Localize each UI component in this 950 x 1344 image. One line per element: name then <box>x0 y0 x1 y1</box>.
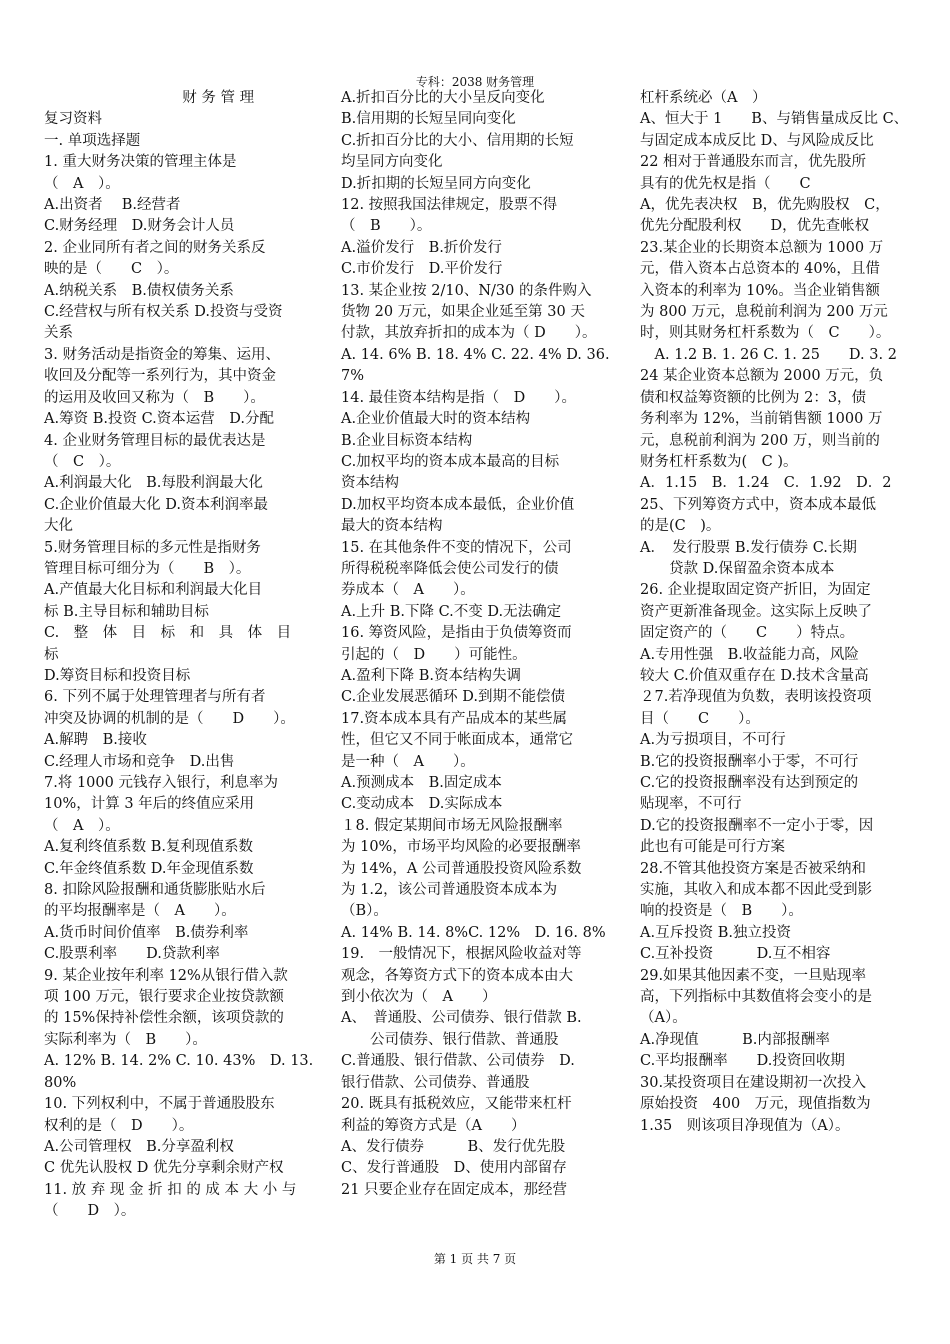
text-line: （B）。 <box>341 903 388 920</box>
text-line: 资产更新准备现金。这实际上反映了 <box>640 603 872 620</box>
text-line: 1. 重大财务决策的管理主体是 <box>44 154 237 171</box>
text-line: 大化 <box>44 518 73 535</box>
text-line: C.财务经理 D.财务会计人员 <box>44 218 235 235</box>
text-line: A.筹资 B.投资 C.资本运营 D.分配 <box>44 411 274 428</box>
text-line: A. 12% B. 14. 2% C. 10. 43% D. 13. 80% <box>44 1053 318 1091</box>
text-line: 是一种（ A ）。 <box>341 753 475 770</box>
text-line: 权利的是（ D ）。 <box>44 1117 194 1134</box>
text-line: 贷款 D.保留盈余资本成本 <box>640 560 835 577</box>
text-line: 元，息税前利润为 200 万，则当前的 <box>640 432 880 449</box>
text-line: 收回及分配等一系列行为，其中资金 <box>44 368 276 385</box>
text-line: C.它的投资报酬率没有达到预定的 <box>640 775 859 791</box>
text-line: C.企业价值最大化 D.资本利润率最 <box>44 496 269 513</box>
text-line: 观念，各筹资方式下的资本成本由大 <box>341 967 573 984</box>
text-line: C 优先认股权 D 优先分享剩余财产权 <box>44 1160 284 1177</box>
text-line: 24 某企业资本总额为 2000 万元，负 <box>640 368 884 385</box>
text-line: 此也有可能是可行方案 <box>640 839 785 856</box>
text-line: 的平均报酬率是（ A ）。 <box>44 903 236 920</box>
text-line: A.纳税关系 B.债权债务关系 <box>44 282 234 299</box>
text-line: C.企业发展恶循环 D.到期不能偿债 <box>341 689 566 706</box>
text-line: A. 14. 6% B. 18. 4% C. 22. 4% D. 36. 7% <box>341 346 615 385</box>
text-line: 一. 单项选择题 <box>44 132 141 149</box>
text-line: A，优先表决权 B，优先购股权 C， <box>640 197 890 214</box>
text-line: 映的是（ C ）。 <box>44 261 179 278</box>
text-line: 1.35 则该项目净现值为（A）。 <box>640 1117 850 1134</box>
text-line: 目（ C ）。 <box>640 710 760 727</box>
text-line: 高，下列指标中其数值将会变小的是 <box>640 989 872 1006</box>
text-line: ２7.若净现值为负数，表明该投资项 <box>640 689 872 706</box>
text-line: 固定资产的（ C ）特点。 <box>640 625 855 642</box>
text-line: 的运用及收回又称为（ B ）。 <box>44 389 265 406</box>
text-line: 的 15%保持补偿性余额，该项贷款的 <box>44 1010 284 1027</box>
page-footer: 第 1 页 共 7 页 <box>433 1252 517 1266</box>
text-line: C.年金终值系数 D.年金现值系数 <box>44 860 254 877</box>
text-line: 13. 某企业按 2/10、N/30 的条件购入 <box>341 282 592 299</box>
text-line: A.出资者 B.经营者 <box>44 197 181 214</box>
text-line: 入资本的利率为 10%。当企业销售额 <box>640 282 880 299</box>
text-line: A、 普通股、公司债券、银行借款 B. <box>341 1010 582 1027</box>
text-line: 性，但它又不同于帐面成本，通常它 <box>341 732 573 749</box>
text-line: 管理目标可细分为（ B ）。 <box>44 560 251 577</box>
text-line: A.预测成本 B.固定成本 <box>341 775 502 791</box>
text-line: 响的投资是（ B ）。 <box>640 903 803 920</box>
text-line: A.互斥投资 B.独立投资 <box>640 924 791 941</box>
text-line: 时，则其财务杠杆系数为（ C ）。 <box>640 325 891 342</box>
text-line: 资本结构 <box>341 475 399 492</box>
text-line: 引起的（ D ）可能性。 <box>341 646 527 663</box>
text-line: D.加权平均资本成本最低，企业价值 <box>341 496 575 513</box>
text-line: 7.将 1000 元钱存入银行，利息率为 <box>44 775 278 791</box>
text-line: 的是(C )。 <box>640 518 721 535</box>
page-header: 专科：2038 财务管理 <box>415 75 535 89</box>
text-line: A.公司管理权 B.分享盈利权 <box>44 1138 234 1155</box>
text-line: C.平均报酬率 D.投资回收期 <box>640 1053 845 1070</box>
text-line: C.市价发行 D.平价发行 <box>341 261 503 278</box>
text-line: 3. 财务活动是指资金的筹集、运用、 <box>44 346 280 363</box>
text-line: （ A ）。 <box>44 175 120 192</box>
text-line: １8. 假定某期间市场无风险报酬率 <box>341 817 563 834</box>
text-line: 26. 企业提取固定资产折旧，为固定 <box>640 582 871 599</box>
text-line: A、恒大于 1 B、与销售量成反比 C、 <box>640 111 909 128</box>
text-line: 12. 按照我国法律规定，股票不得 <box>341 197 558 214</box>
text-line: C. 整 体 目 标 和 具 体 目 标 <box>44 625 306 663</box>
text-line: A.复利终值系数 B.复利现值系数 <box>44 839 253 856</box>
text-line: A.为亏损项目，不可行 <box>640 732 786 749</box>
text-line: 19. 一般情况下，根据风险收益对等 <box>341 946 582 963</box>
text-line: 11. 放 弃 现 金 折 扣 的 成 本 大 小 与 <box>44 1181 297 1198</box>
text-line: B.信用期的长短呈同向变化 <box>341 111 516 128</box>
text-line: C.互补投资 D.互不相容 <box>640 946 831 963</box>
text-line: 4. 企业财务管理目标的最优表达是 <box>44 432 266 449</box>
text-line: A.企业价值最大时的资本结构 <box>341 411 531 428</box>
text-line: 较大 C.价值双重存在 D.技术含量高 <box>640 667 869 684</box>
text-line: 最大的资本结构 <box>341 518 443 535</box>
text-line: A.解聘 B.接收 <box>44 732 147 749</box>
text-line: C.加权平均的资本成本最高的目标 <box>341 453 560 470</box>
text-line: 具有的优先权是指（ C <box>640 175 811 192</box>
text-line: 杠杆系统必（A ） <box>640 90 767 106</box>
text-line: （ B ）。 <box>341 218 432 235</box>
text-line: 财 务 管 理 <box>44 90 255 106</box>
text-line: 28.不管其他投资方案是否被采纳和 <box>640 860 867 877</box>
text-line: 29.如果其他因素不变，一旦贴现率 <box>640 967 867 984</box>
text-line: 复习资料 <box>44 111 102 128</box>
text-line: A.折扣百分比的大小呈反向变化 <box>341 90 545 106</box>
text-line: 原始投资 400 万元，现值指数为 <box>640 1096 871 1113</box>
text-line: 利益的筹资方式是（A ） <box>341 1117 526 1134</box>
text-line: 25、下列筹资方式中，资本成本最低 <box>640 496 876 513</box>
text-line: 30.某投资项目在建设期初一次投入 <box>640 1074 867 1091</box>
text-line: A.溢价发行 B.折价发行 <box>341 239 502 256</box>
text-line: A.利润最大化 B.每股利润最大化 <box>44 475 263 492</box>
text-line: 5.财务管理目标的多元性是指财务 <box>44 539 261 556</box>
text-line: 优先分配股利权 D，优先查帐权 <box>640 218 870 235</box>
text-line: 付款，其放弃折扣的成本为（ D ）。 <box>341 325 597 342</box>
text-line: 所得税税率降低会使公司发行的债 <box>341 560 559 577</box>
text-line: 财务杠杆系数为( C )。 <box>640 453 798 470</box>
text-line: D.筹资目标和投资目标 <box>44 667 191 684</box>
text-line: 务利率为 12%，当前销售额 1000 万 <box>640 411 883 428</box>
text-line: （ C ）。 <box>44 453 121 470</box>
text-line: 10%，计算 3 年后的终值应采用 <box>44 796 255 813</box>
text-line: A.净现值 B.内部报酬率 <box>640 1031 830 1048</box>
text-line: 23.某企业的长期资本总额为 1000 万 <box>640 239 884 256</box>
text-line: C.折扣百分比的大小、信用期的长短 <box>341 132 574 149</box>
text-line: 货物 20 万元，如果企业延至第 30 天 <box>341 304 585 321</box>
text-line: 17.资本成本具有产品成本的某些属 <box>341 710 568 727</box>
text-line: 14. 最佳资本结构是指（ D ）。 <box>341 389 577 406</box>
text-line: 实际利率为（ B ）。 <box>44 1031 207 1048</box>
text-line: 标 B.主导目标和辅助目标 <box>44 603 209 620</box>
text-line: 8. 扣除风险报酬和通货膨胀贴水后 <box>44 882 266 899</box>
text-line: 10. 下列权利中，不属于普通股股东 <box>44 1096 275 1113</box>
text-line: 20. 既具有抵税效应，又能带来杠杆 <box>341 1096 572 1113</box>
text-line: 元，借入资本占总资本的 40%，且借 <box>640 261 880 278</box>
text-line: B.它的投资报酬率小于零，不可行 <box>640 753 859 770</box>
text-line: D.它的投资报酬率不一定小于零，因 <box>640 817 874 834</box>
text-line: C.普通股、银行借款、公司债券 D. <box>341 1053 575 1070</box>
text-line: A.盈利下降 B.资本结构失调 <box>341 667 521 684</box>
text-line: A.货币时间价值率 B.债券利率 <box>44 924 249 941</box>
text-line: 15. 在其他条件不变的情况下，公司 <box>341 539 572 556</box>
text-line: A、发行债券 B、发行优先股 <box>341 1138 566 1155</box>
text-line: B.企业目标资本结构 <box>341 432 473 449</box>
text-line: A. 1.2 B. 1. 26 C. 1. 25 D. 3. 2 <box>640 346 897 363</box>
left-column <box>44 88 316 1223</box>
text-line: 22 相对于普通股东而言，优先股所 <box>640 154 867 171</box>
text-line: 为 800 万元，息税前利润为 200 万元 <box>640 304 888 321</box>
text-line: C、发行普通股 D、使用内部留存 <box>341 1160 567 1177</box>
text-line: 债和权益筹资额的比例为 2：3，债 <box>640 389 867 406</box>
text-line: A． 发行股票 B.发行债券 C.长期 <box>640 539 857 556</box>
text-line: 关系 <box>44 325 73 342</box>
right-column <box>640 88 915 1137</box>
text-line: （ D ）。 <box>44 1203 136 1220</box>
text-line: A．1.15 B．1.24 C．1.92 D．2 <box>640 475 892 492</box>
text-line: 冲突及协调的机制的是（ D ）。 <box>44 710 295 727</box>
text-line: 为 14%，A 公司普通股投资风险系数 <box>341 860 582 877</box>
text-line: 6. 下列不属于处理管理者与所有者 <box>44 689 266 706</box>
text-line: A. 14% B. 14. 8%C. 12% D. 16. 8% <box>341 924 606 941</box>
text-line: A.上升 B.下降 C.不变 D.无法确定 <box>341 603 562 620</box>
text-line: D.折扣期的长短呈同方向变化 <box>341 175 531 192</box>
text-line: 实施，其收入和成本都不因此受到影 <box>640 882 872 899</box>
text-line: A.产值最大化目标和利润最大化目 <box>44 582 263 599</box>
text-line: C.经营权与所有权关系 D.投资与受资 <box>44 304 283 321</box>
text-line: 均呈同方向变化 <box>341 154 443 171</box>
text-line: 到小依次为（ A ） <box>341 989 497 1006</box>
text-line: C.股票利率 D.贷款利率 <box>44 946 220 963</box>
middle-column <box>341 88 613 1201</box>
text-line: 银行借款、公司债券、普通股 <box>341 1074 530 1091</box>
text-line: （A）。 <box>640 1010 687 1027</box>
text-line: 2. 企业同所有者之间的财务关系反 <box>44 239 266 256</box>
text-line: 与固定成本成反比 D、与风险成反比 <box>640 132 874 149</box>
text-line: 贴现率，不可行 <box>640 796 742 813</box>
text-line: 16. 筹资风险，是指由于负债筹资而 <box>341 625 572 642</box>
text-line: 券成本（ A ）。 <box>341 582 475 599</box>
text-line: 21 只要企业存在固定成本，那经营 <box>341 1181 568 1198</box>
text-line: 公司债券、银行借款、普通股 <box>341 1031 559 1048</box>
text-line: C.变动成本 D.实际成本 <box>341 796 503 813</box>
text-line: 为 1.2，该公司普通股资本成本为 <box>341 882 558 899</box>
text-line: A.专用性强 B.收益能力高，风险 <box>640 646 859 663</box>
text-line: C.经理人市场和竞争 D.出售 <box>44 753 235 770</box>
text-line: 项 100 万元，银行要求企业按贷款额 <box>44 989 284 1006</box>
text-line: 9. 某企业按年利率 12%从银行借入款 <box>44 967 288 984</box>
text-line: 为 10%，市场平均风险的必要报酬率 <box>341 839 581 856</box>
text-line: （ A ）。 <box>44 817 120 834</box>
